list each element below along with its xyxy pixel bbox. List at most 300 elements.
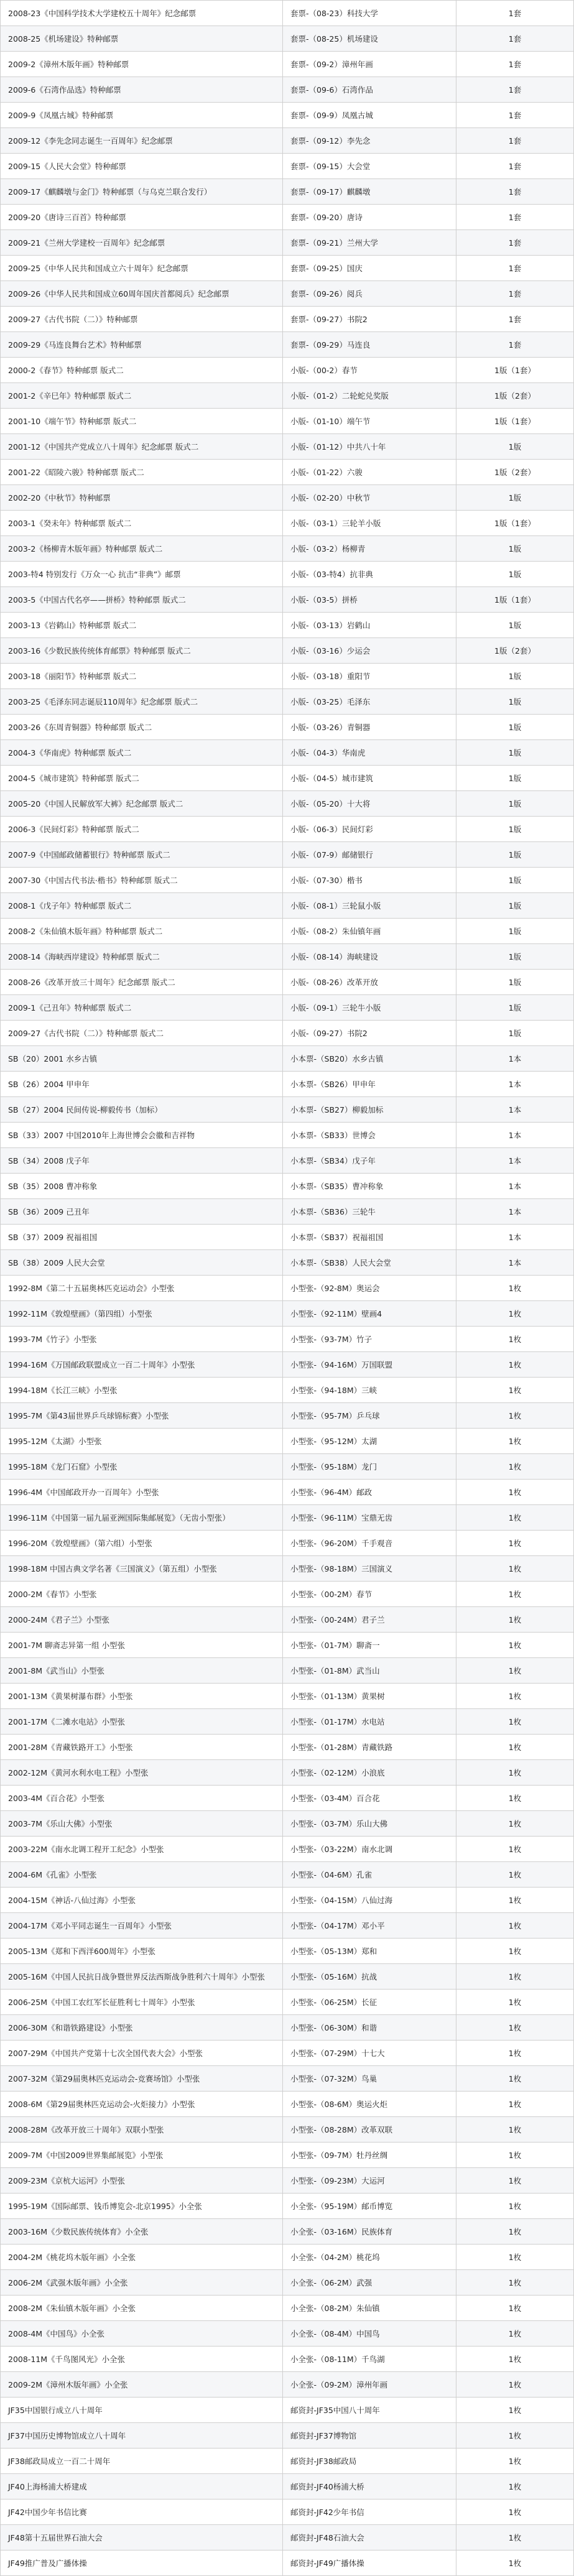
- stamp-category-cell: 小全张-（08-4M）中国鸟: [283, 2321, 456, 2347]
- table-row: [1, 2296, 574, 2321]
- stamp-name-cell: 1995-12M《太湖》小型张: [1, 1429, 283, 1454]
- table-row: [1, 2500, 574, 2525]
- table-row: [1, 1735, 574, 1760]
- stamp-quantity-cell: 1版: [456, 970, 574, 995]
- stamp-quantity-cell: 1套: [456, 1, 574, 26]
- table-row: [1, 1250, 574, 1276]
- table-row: [1, 52, 574, 77]
- stamp-category-cell: 小版-（08-26）改革开放: [283, 970, 456, 995]
- stamp-name-cell: SB（20）2001 水乡古镇: [1, 1046, 283, 1072]
- stamp-category-cell: 小版-（08-2）朱仙镇年画: [283, 919, 456, 944]
- stamp-quantity-cell: 1枚: [456, 1327, 574, 1352]
- table-row: [1, 1633, 574, 1658]
- table-row: [1, 2143, 574, 2168]
- stamp-quantity-cell: 1版: [456, 664, 574, 689]
- stamp-category-cell: 小版-（02-20）中秋节: [283, 485, 456, 511]
- stamp-name-cell: 2008-1《戊子年》特种邮票 版式二: [1, 893, 283, 919]
- table-row: [1, 281, 574, 307]
- stamp-quantity-cell: 1套: [456, 307, 574, 332]
- stamp-name-cell: 2009-9《凤凰古城》特种邮票: [1, 103, 283, 128]
- stamp-quantity-cell: 1套: [456, 154, 574, 179]
- stamp-name-cell: 2003-5《中国古代名亭——拼桥》特种邮票 版式二: [1, 587, 283, 613]
- stamp-category-cell: 小型张-（05-16M）抗战: [283, 1964, 456, 1990]
- stamp-name-cell: 2009-23M《京杭大运河》小型张: [1, 2168, 283, 2194]
- stamp-category-cell: 小型张-（95-12M）太湖: [283, 1429, 456, 1454]
- stamp-name-cell: 2004-5《城市建筑》特种邮票 版式二: [1, 766, 283, 791]
- stamp-quantity-cell: 1枚: [456, 2321, 574, 2347]
- table-row: [1, 995, 574, 1021]
- stamp-quantity-cell: 1套: [456, 230, 574, 256]
- stamp-name-cell: 1992-8M《第二十五届奥林匹克运动会》小型张: [1, 1276, 283, 1301]
- table-row: [1, 944, 574, 970]
- stamp-category-cell: 小型张-（06-25M）长征: [283, 1990, 456, 2015]
- stamp-quantity-cell: 1套: [456, 128, 574, 154]
- stamp-category-cell: 小版-（06-3）民间灯彩: [283, 817, 456, 842]
- stamp-category-cell: 邮资封-JF40杨浦大桥: [283, 2474, 456, 2500]
- stamp-category-cell: 小版-（07-30）楷书: [283, 868, 456, 893]
- stamp-quantity-cell: 1套: [456, 52, 574, 77]
- stamp-quantity-cell: 1枚: [456, 2347, 574, 2372]
- stamp-category-cell: 小全张-（04-2M）桃花坞: [283, 2245, 456, 2270]
- table-row: [1, 919, 574, 944]
- stamp-name-cell: 2008-14《海峡西岸建设》特种邮票 版式二: [1, 944, 283, 970]
- stamp-category-cell: 小本票-（SB33）世博会: [283, 1123, 456, 1148]
- table-row: [1, 893, 574, 919]
- stamp-category-cell: 邮资封-JF38邮政局: [283, 2449, 456, 2474]
- stamp-quantity-cell: 1套: [456, 281, 574, 307]
- stamp-name-cell: 2004-6M《孔雀》小型张: [1, 1862, 283, 1888]
- stamp-category-cell: 邮资封-JF35中国八十周年: [283, 2398, 456, 2423]
- stamp-name-cell: 2001-17M《二滩水电站》小型张: [1, 1709, 283, 1735]
- table-row: [1, 1480, 574, 1505]
- stamp-category-cell: 小型张-（94-18M）三峡: [283, 1378, 456, 1403]
- stamp-name-cell: 2001-13M《黄果树瀑布群》小型张: [1, 1684, 283, 1709]
- stamp-category-cell: 小型张-（06-30M）和谐: [283, 2015, 456, 2041]
- table-row: [1, 1352, 574, 1378]
- stamp-table-body: [1, 1, 574, 2576]
- stamp-category-cell: 小版-（03-2）杨柳青: [283, 536, 456, 562]
- stamp-quantity-cell: 1枚: [456, 2474, 574, 2500]
- table-row: [1, 2245, 574, 2270]
- stamp-quantity-cell: 1枚: [456, 1429, 574, 1454]
- stamp-category-cell: 小版-（03-特4）抗非典: [283, 562, 456, 587]
- stamp-quantity-cell: 1枚: [456, 1786, 574, 1811]
- stamp-category-cell: 小本票-（SB37）祝福祖国: [283, 1225, 456, 1250]
- table-row: [1, 460, 574, 485]
- stamp-name-cell: 2003-4M《百合花》小型张: [1, 1786, 283, 1811]
- stamp-quantity-cell: 1本: [456, 1250, 574, 1276]
- table-row: [1, 511, 574, 536]
- stamp-category-cell: 小型张-（00-24M）君子兰: [283, 1607, 456, 1633]
- stamp-name-cell: 2006-30M《和谐铁路建设》小型张: [1, 2015, 283, 2041]
- stamp-name-cell: 2003-26《东周青铜器》特种邮票 版式二: [1, 715, 283, 740]
- stamp-quantity-cell: 1版（1套）: [456, 511, 574, 536]
- stamp-category-cell: 邮资封-JF42少年书信: [283, 2500, 456, 2525]
- table-row: [1, 1378, 574, 1403]
- stamp-name-cell: 2001-10《端午节》特种邮票 版式二: [1, 409, 283, 434]
- table-row: [1, 485, 574, 511]
- stamp-quantity-cell: 1套: [456, 332, 574, 358]
- stamp-name-cell: 2007-9《中国邮政储蓄银行》特种邮票 版式二: [1, 842, 283, 868]
- table-row: [1, 1811, 574, 1837]
- stamp-quantity-cell: 1套: [456, 256, 574, 281]
- stamp-quantity-cell: 1枚: [456, 1531, 574, 1556]
- stamp-quantity-cell: 1枚: [456, 2194, 574, 2219]
- stamp-quantity-cell: 1枚: [456, 1403, 574, 1429]
- stamp-quantity-cell: 1枚: [456, 1658, 574, 1684]
- stamp-category-cell: 套票-（09-27）书院2: [283, 307, 456, 332]
- stamp-name-cell: 2009-29《马连良舞台艺术》特种邮票: [1, 332, 283, 358]
- stamp-name-cell: 2009-7M《中国2009世界集邮展览》小型张: [1, 2143, 283, 2168]
- table-row: [1, 2092, 574, 2117]
- stamp-quantity-cell: 1套: [456, 179, 574, 205]
- stamp-name-cell: 2008-11M《千鸟图风光》小全张: [1, 2347, 283, 2372]
- stamp-quantity-cell: 1版: [456, 868, 574, 893]
- table-row: [1, 1607, 574, 1633]
- stamp-name-cell: 2007-29M《中国共产党第十七次全国代表大会》小型张: [1, 2041, 283, 2066]
- stamp-category-cell: 小型张-（01-7M）聊斋一: [283, 1633, 456, 1658]
- stamp-name-cell: 2009-27《古代书院（二）》特种邮票: [1, 307, 283, 332]
- stamp-name-cell: 2009-6《石湾作品选》特种邮票: [1, 77, 283, 103]
- table-row: [1, 1454, 574, 1480]
- stamp-name-cell: SB（33）2007 中国2010年上海世博会会徽和吉祥物: [1, 1123, 283, 1148]
- stamp-category-cell: 小型张-（07-29M）十七大: [283, 2041, 456, 2066]
- stamp-name-cell: 2009-17《麒麟墩与金门》特种邮票（与乌克兰联合发行）: [1, 179, 283, 205]
- stamp-quantity-cell: 1版: [456, 613, 574, 638]
- stamp-category-cell: 小本票-（SB38）人民大会堂: [283, 1250, 456, 1276]
- stamp-category-cell: 小型张-（93-7M）竹子: [283, 1327, 456, 1352]
- stamp-name-cell: 2009-20《唐诗三百首》特种邮票: [1, 205, 283, 230]
- stamp-quantity-cell: 1枚: [456, 1607, 574, 1633]
- stamp-quantity-cell: 1版（1套）: [456, 358, 574, 383]
- table-row: [1, 2347, 574, 2372]
- stamp-category-cell: 小版-（03-26）青铜器: [283, 715, 456, 740]
- table-row: [1, 2015, 574, 2041]
- table-row: [1, 1276, 574, 1301]
- stamp-name-cell: 2007-30《中国古代书法·楷书》特种邮票 版式二: [1, 868, 283, 893]
- table-row: [1, 1939, 574, 1964]
- stamp-category-cell: 小型张-（96-20M）千手观音: [283, 1531, 456, 1556]
- stamp-name-cell: 1994-16M《万国邮政联盟成立一百二十周年》小型张: [1, 1352, 283, 1378]
- stamp-category-cell: 套票-（08-25）机场建设: [283, 26, 456, 52]
- stamp-name-cell: 2003-16M《少数民族传统体育》小全张: [1, 2219, 283, 2245]
- stamp-name-cell: SB（26）2004 甲申年: [1, 1072, 283, 1097]
- stamp-category-cell: 小全张-（03-16M）民族体育: [283, 2219, 456, 2245]
- stamp-quantity-cell: 1枚: [456, 1556, 574, 1582]
- stamp-quantity-cell: 1版: [456, 562, 574, 587]
- stamp-category-cell: 小版-（03-25）毛泽东: [283, 689, 456, 715]
- stamp-name-cell: JF35中国银行成立八十周年: [1, 2398, 283, 2423]
- stamp-category-cell: 小全张-（95-19M）邮币博览: [283, 2194, 456, 2219]
- stamp-quantity-cell: 1版: [456, 715, 574, 740]
- stamp-category-cell: 小型张-（09-7M）牡丹丝绸: [283, 2143, 456, 2168]
- stamp-quantity-cell: 1枚: [456, 2143, 574, 2168]
- stamp-quantity-cell: 1枚: [456, 2296, 574, 2321]
- stamp-name-cell: 2009-21《兰州大学建校一百周年》纪念邮票: [1, 230, 283, 256]
- stamp-name-cell: 2001-2《辛巳年》特种邮票 版式二: [1, 383, 283, 409]
- stamp-quantity-cell: 1版: [456, 842, 574, 868]
- table-row: [1, 77, 574, 103]
- stamp-category-cell: 小版-（09-27）书院2: [283, 1021, 456, 1046]
- table-row: [1, 1709, 574, 1735]
- table-row: [1, 2525, 574, 2551]
- table-row: [1, 1964, 574, 1990]
- stamp-name-cell: 2001-7M 聊斋志异第一组 小型张: [1, 1633, 283, 1658]
- stamp-quantity-cell: 1枚: [456, 2015, 574, 2041]
- table-row: [1, 2321, 574, 2347]
- stamp-category-cell: 小型张-（09-23M）大运河: [283, 2168, 456, 2194]
- table-row: [1, 613, 574, 638]
- stamp-name-cell: 2003-特4 特别发行《万众一心 抗击“非典”》邮票: [1, 562, 283, 587]
- stamp-quantity-cell: 1枚: [456, 2398, 574, 2423]
- table-row: [1, 103, 574, 128]
- stamp-quantity-cell: 1枚: [456, 1582, 574, 1607]
- stamp-category-cell: 小版-（01-10）端午节: [283, 409, 456, 434]
- table-row: [1, 128, 574, 154]
- stamp-name-cell: JF40上海杨浦大桥建成: [1, 2474, 283, 2500]
- table-row: [1, 1837, 574, 1862]
- stamp-quantity-cell: 1版（2套）: [456, 460, 574, 485]
- stamp-quantity-cell: 1版（2套）: [456, 383, 574, 409]
- table-row: [1, 1760, 574, 1786]
- stamp-name-cell: 2004-2M《桃花坞木版年画》小全张: [1, 2245, 283, 2270]
- table-row: [1, 638, 574, 664]
- stamp-category-cell: 小版-（05-20）十大将: [283, 791, 456, 817]
- stamp-quantity-cell: 1枚: [456, 1684, 574, 1709]
- stamp-category-cell: 小型张-（01-8M）武当山: [283, 1658, 456, 1684]
- table-row: [1, 2398, 574, 2423]
- stamp-category-cell: 小型张-（01-13M）黄果树: [283, 1684, 456, 1709]
- stamp-quantity-cell: 1枚: [456, 1990, 574, 2015]
- stamp-name-cell: SB（36）2009 己丑年: [1, 1199, 283, 1225]
- table-row: [1, 740, 574, 766]
- stamp-category-cell: 小型张-（03-7M）乐山大佛: [283, 1811, 456, 1837]
- stamp-name-cell: 2009-1《己丑年》特种邮票 版式二: [1, 995, 283, 1021]
- stamp-quantity-cell: 1枚: [456, 2168, 574, 2194]
- stamp-quantity-cell: 1本: [456, 1097, 574, 1123]
- table-row: [1, 1888, 574, 1913]
- stamp-name-cell: 2008-6M《第29届奥林匹克运动会-火炬接力》小型张: [1, 2092, 283, 2117]
- stamp-quantity-cell: 1套: [456, 77, 574, 103]
- table-row: [1, 1174, 574, 1199]
- stamp-name-cell: JF42中国少年书信比赛: [1, 2500, 283, 2525]
- stamp-category-cell: 小版-（03-18）重阳节: [283, 664, 456, 689]
- stamp-quantity-cell: 1枚: [456, 1760, 574, 1786]
- table-row: [1, 2551, 574, 2576]
- stamp-category-cell: 小本票-（SB26）甲申年: [283, 1072, 456, 1097]
- table-row: [1, 230, 574, 256]
- stamp-quantity-cell: 1枚: [456, 2041, 574, 2066]
- table-row: [1, 1, 574, 26]
- stamp-name-cell: 2003-16《少数民族传统体育邮票》特种邮票 版式二: [1, 638, 283, 664]
- table-row: [1, 689, 574, 715]
- stamp-name-cell: JF37中国历史博物馆成立八十周年: [1, 2423, 283, 2449]
- table-row: [1, 1531, 574, 1556]
- stamp-category-cell: 小版-（01-22）六骏: [283, 460, 456, 485]
- table-row: [1, 2423, 574, 2449]
- stamp-name-cell: 2007-32M《第29届奥林匹克运动会-竞赛场馆》小型张: [1, 2066, 283, 2092]
- stamp-category-cell: 小型张-（98-18M）三国演义: [283, 1556, 456, 1582]
- table-row: [1, 2066, 574, 2092]
- stamp-category-cell: 小型张-（01-28M）青藏铁路: [283, 1735, 456, 1760]
- stamp-name-cell: 2006-2M《武强木版年画》小全张: [1, 2270, 283, 2296]
- table-row: [1, 1403, 574, 1429]
- stamp-name-cell: 2008-4M《中国鸟》小全张: [1, 2321, 283, 2347]
- stamp-quantity-cell: 1枚: [456, 1811, 574, 1837]
- stamp-category-cell: 套票-（09-9）凤凰古城: [283, 103, 456, 128]
- stamp-quantity-cell: 1版: [456, 817, 574, 842]
- table-row: [1, 664, 574, 689]
- stamp-category-cell: 小型张-（92-11M）壁画4: [283, 1301, 456, 1327]
- stamp-quantity-cell: 1本: [456, 1046, 574, 1072]
- stamp-quantity-cell: 1枚: [456, 2117, 574, 2143]
- table-row: [1, 26, 574, 52]
- stamp-name-cell: 2003-22M《南水北调工程开工纪念》小型张: [1, 1837, 283, 1862]
- table-row: [1, 868, 574, 893]
- table-row: [1, 434, 574, 460]
- stamp-category-cell: 小版-（03-13）岩鹤山: [283, 613, 456, 638]
- stamp-category-cell: 小型张-（01-17M）水电站: [283, 1709, 456, 1735]
- stamp-category-cell: 小全张-（06-2M）武强: [283, 2270, 456, 2296]
- stamp-category-cell: 小型张-（00-2M）春节: [283, 1582, 456, 1607]
- stamp-category-cell: 小版-（03-1）三轮羊小版: [283, 511, 456, 536]
- stamp-category-cell: 小版-（04-5）城市建筑: [283, 766, 456, 791]
- table-row: [1, 2270, 574, 2296]
- table-row: [1, 179, 574, 205]
- stamp-category-cell: 套票-（09-25）国庆: [283, 256, 456, 281]
- table-row: [1, 1072, 574, 1097]
- stamp-category-cell: 小版-（07-9）邮储银行: [283, 842, 456, 868]
- stamp-category-cell: 小型张-（95-18M）龙门: [283, 1454, 456, 1480]
- stamp-name-cell: 2004-17M《邓小平同志诞生一百周年》小型张: [1, 1913, 283, 1939]
- stamp-quantity-cell: 1枚: [456, 1939, 574, 1964]
- stamp-category-cell: 套票-（09-26）阅兵: [283, 281, 456, 307]
- stamp-category-cell: 小版-（04-3）华南虎: [283, 740, 456, 766]
- stamp-name-cell: SB（37）2009 祝福祖国: [1, 1225, 283, 1250]
- stamp-quantity-cell: 1套: [456, 103, 574, 128]
- stamp-category-cell: 小型张-（96-11M）宝鼎无齿: [283, 1505, 456, 1531]
- table-row: [1, 1556, 574, 1582]
- stamp-name-cell: 1996-20M《敦煌壁画》（第六组）小型张: [1, 1531, 283, 1556]
- table-row: [1, 256, 574, 281]
- stamp-category-cell: 邮资封-JF37博物馆: [283, 2423, 456, 2449]
- stamp-category-cell: 小本票-（SB34）戊子年: [283, 1148, 456, 1174]
- stamp-category-cell: 小型张-（94-16M）万国联盟: [283, 1352, 456, 1378]
- stamp-quantity-cell: 1枚: [456, 1837, 574, 1862]
- table-row: [1, 1021, 574, 1046]
- stamp-quantity-cell: 1枚: [456, 1888, 574, 1913]
- stamp-category-cell: 小型张-（04-6M）孔雀: [283, 1862, 456, 1888]
- stamp-category-cell: 套票-（08-23）科技大学: [283, 1, 456, 26]
- stamp-quantity-cell: 1枚: [456, 2449, 574, 2474]
- stamp-name-cell: 2000-2M《春节》小型张: [1, 1582, 283, 1607]
- stamp-name-cell: 2002-12M《黄河水利水电工程》小型张: [1, 1760, 283, 1786]
- table-row: [1, 1046, 574, 1072]
- stamp-name-cell: 2003-25《毛泽东同志诞辰110周年》纪念邮票 版式二: [1, 689, 283, 715]
- table-row: [1, 970, 574, 995]
- stamp-name-cell: SB（38）2009 人民大会堂: [1, 1250, 283, 1276]
- stamp-quantity-cell: 1枚: [456, 1964, 574, 1990]
- table-row: [1, 332, 574, 358]
- stamp-name-cell: 2009-26《中华人民共和国成立60周年国庆首都阅兵》纪念邮票: [1, 281, 283, 307]
- stamp-category-cell: 套票-（09-17）麒麟墩: [283, 179, 456, 205]
- table-row: [1, 2449, 574, 2474]
- table-row: [1, 307, 574, 332]
- table-row: [1, 205, 574, 230]
- stamp-name-cell: JF49推广普及广播体操: [1, 2551, 283, 2576]
- stamp-name-cell: SB（27）2004 民间传说-柳毅传书（加标）: [1, 1097, 283, 1123]
- stamp-name-cell: 2003-13《岩鹤山》特种邮票 版式二: [1, 613, 283, 638]
- stamp-category-cell: 小型张-（02-12M）小浪底: [283, 1760, 456, 1786]
- stamp-name-cell: 2003-2《杨柳青木版年画》特种邮票 版式二: [1, 536, 283, 562]
- stamp-name-cell: 1995-19M《国际邮票、钱币博览会-北京1995》小全张: [1, 2194, 283, 2219]
- table-row: [1, 2474, 574, 2500]
- table-row: [1, 1429, 574, 1454]
- table-row: [1, 536, 574, 562]
- table-row: [1, 2117, 574, 2143]
- stamp-name-cell: 2008-25《机场建设》特种邮票: [1, 26, 283, 52]
- table-row: [1, 1097, 574, 1123]
- stamp-quantity-cell: 1枚: [456, 1862, 574, 1888]
- stamp-name-cell: 1993-7M《竹子》小型张: [1, 1327, 283, 1352]
- table-row: [1, 766, 574, 791]
- stamp-name-cell: 1995-7M《第43届世界乒乓球锦标赛》小型张: [1, 1403, 283, 1429]
- stamp-category-cell: 套票-（09-6）石湾作品: [283, 77, 456, 103]
- stamp-quantity-cell: 1本: [456, 1225, 574, 1250]
- stamp-quantity-cell: 1枚: [456, 1709, 574, 1735]
- stamp-category-cell: 小型张-（07-32M）鸟巢: [283, 2066, 456, 2092]
- stamp-category-cell: 套票-（09-2）漳州年画: [283, 52, 456, 77]
- stamp-quantity-cell: 1枚: [456, 1480, 574, 1505]
- stamp-quantity-cell: 1本: [456, 1174, 574, 1199]
- stamp-quantity-cell: 1枚: [456, 2372, 574, 2398]
- stamp-quantity-cell: 1本: [456, 1199, 574, 1225]
- stamp-quantity-cell: 1版: [456, 536, 574, 562]
- stamp-category-cell: 套票-（09-15）大会堂: [283, 154, 456, 179]
- stamp-category-cell: 小型张-（08-6M）奥运火炬: [283, 2092, 456, 2117]
- stamp-quantity-cell: 1枚: [456, 2066, 574, 2092]
- table-row: [1, 409, 574, 434]
- stamp-category-cell: 邮资封-JF48石油大会: [283, 2525, 456, 2551]
- stamp-quantity-cell: 1枚: [456, 1301, 574, 1327]
- stamp-category-cell: 小版-（00-2）春节: [283, 358, 456, 383]
- stamp-quantity-cell: 1枚: [456, 2551, 574, 2576]
- stamp-quantity-cell: 1枚: [456, 2219, 574, 2245]
- table-row: [1, 2372, 574, 2398]
- stamp-quantity-cell: 1枚: [456, 1378, 574, 1403]
- table-row: [1, 154, 574, 179]
- stamp-quantity-cell: 1枚: [456, 2500, 574, 2525]
- table-row: [1, 1786, 574, 1811]
- stamp-quantity-cell: 1版: [456, 791, 574, 817]
- stamp-quantity-cell: 1本: [456, 1123, 574, 1148]
- table-row: [1, 715, 574, 740]
- stamp-quantity-cell: 1枚: [456, 1454, 574, 1480]
- stamp-category-cell: 邮资封-JF49广播体操: [283, 2551, 456, 2576]
- stamp-category-cell: 小本票-（SB20）水乡古镇: [283, 1046, 456, 1072]
- stamp-quantity-cell: 1版: [456, 1021, 574, 1046]
- stamp-category-cell: 小型张-（96-4M）邮政: [283, 1480, 456, 1505]
- table-row: [1, 1658, 574, 1684]
- table-row: [1, 791, 574, 817]
- stamp-category-cell: 小版-（03-5）拼桥: [283, 587, 456, 613]
- table-row: [1, 1990, 574, 2015]
- table-row: [1, 2194, 574, 2219]
- stamp-name-cell: 2002-20《中秋节》特种邮票: [1, 485, 283, 511]
- stamp-name-cell: 1996-4M《中国邮政开办一百周年》小型张: [1, 1480, 283, 1505]
- stamp-quantity-cell: 1枚: [456, 2245, 574, 2270]
- table-row: [1, 562, 574, 587]
